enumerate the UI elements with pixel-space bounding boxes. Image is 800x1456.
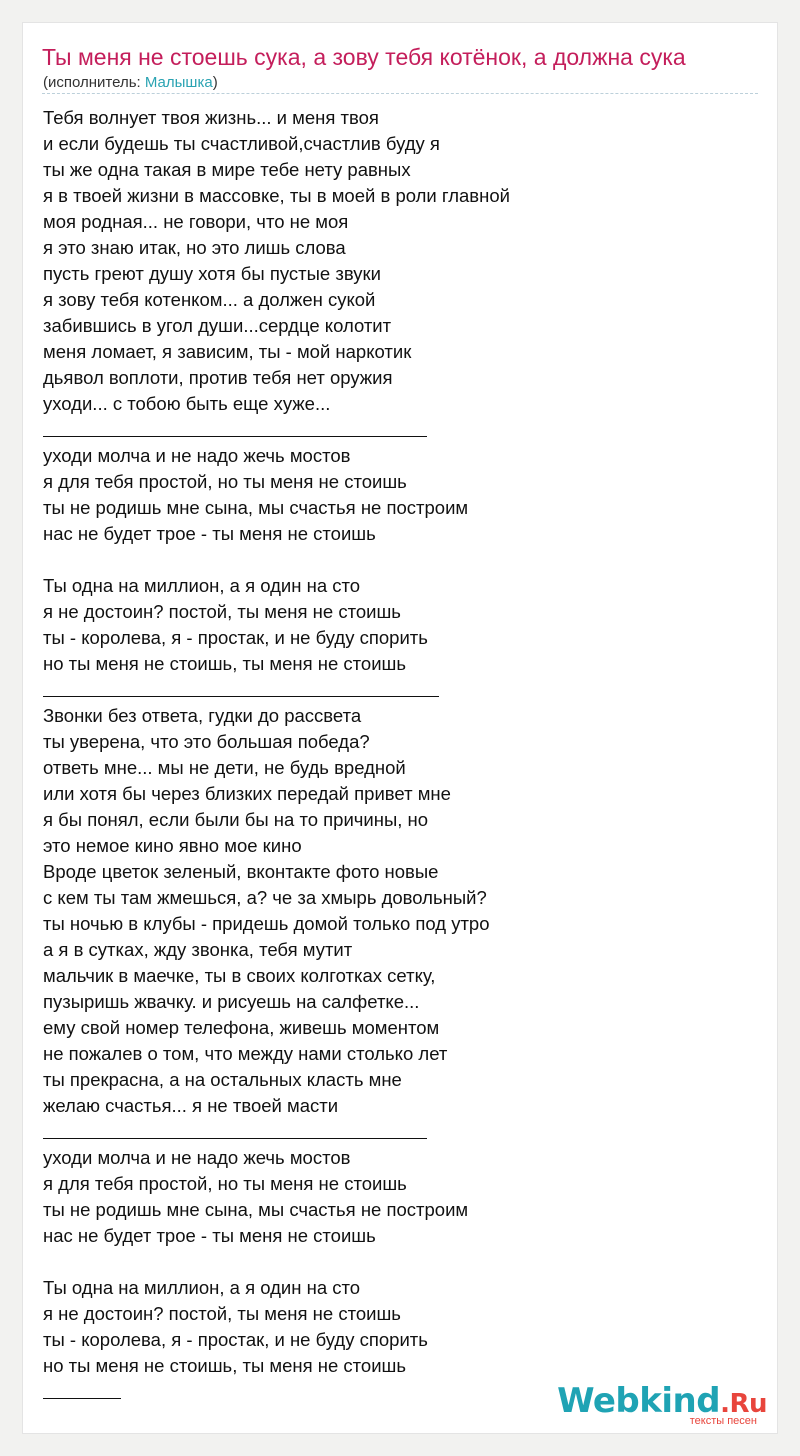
lyric-line: пусть греют душу хотя бы пустые звуки [43, 263, 381, 284]
lyric-line: я для тебя простой, но ты меня не стоишь [43, 471, 407, 492]
artist-suffix: ) [212, 74, 218, 91]
lyric-line: ты - королева, я - простак, и не буду спорить [43, 627, 428, 648]
verse-divider [43, 677, 743, 703]
logo-main-text: Webkind [557, 1381, 721, 1421]
lyric-line: я не достоин? постой, ты меня не стоишь [43, 601, 401, 622]
lyric-line: я зову тебя котенком... а должен сукой [43, 289, 376, 310]
lyric-line: ты прекрасна, а на остальных класть мне [43, 1069, 402, 1090]
lyric-line: ты не родишь мне сына, мы счастья не построим [43, 1199, 469, 1220]
blank-line [43, 1249, 743, 1275]
lyric-line: уходи молча и не надо жечь мостов [43, 445, 351, 466]
verse-divider [43, 1119, 743, 1145]
lyric-line: ты ночью в клубы - придешь домой только под утро [43, 913, 490, 934]
lyric-line: Вроде цветок зеленый, вконтакте фото новые [43, 861, 439, 882]
lyric-line: Звонки без ответа, гудки до рассвета [43, 705, 362, 726]
lyric-line: я в твоей жизни в массовке, ты в моей в роли главной [43, 185, 510, 206]
lyric-line: или хотя бы через близких передай привет мне [43, 783, 451, 804]
lyric-line: забившись в угол души...сердце колотит [43, 315, 392, 336]
lyric-line: ты - королева, я - простак, и не буду спорить [43, 1329, 428, 1350]
title-divider [42, 93, 758, 94]
lyric-line: и если будешь ты счастливой,счастлив буду я [43, 133, 440, 154]
lyrics-body [43, 105, 743, 1405]
lyric-line: с кем ты там жмешься, а? че за хмырь довольный? [43, 887, 487, 908]
lyric-line: я это знаю итак, но это лишь слова [43, 237, 346, 258]
artist-prefix: (исполнитель: [43, 74, 145, 91]
lyric-line: уходи молча и не надо жечь мостов [43, 1147, 351, 1168]
lyric-line: нас не будет трое - ты меня не стоишь [43, 523, 376, 544]
lyric-line: это немое кино явно мое кино [43, 835, 302, 856]
lyrics-page [22, 22, 778, 1434]
blank-line [43, 547, 743, 573]
artist-line [43, 74, 218, 92]
lyric-line: но ты меня не стоишь, ты меня не стоишь [43, 653, 407, 674]
lyric-line: пузыришь жвачку. и рисуешь на салфетке... [43, 991, 420, 1012]
logo-subtitle: тексты песен [689, 1415, 757, 1427]
lyric-line: желаю счастья... я не твоей масти [43, 1095, 339, 1116]
lyric-line: я для тебя простой, но ты меня не стоишь [43, 1173, 407, 1194]
site-logo[interactable] [557, 1381, 767, 1427]
lyric-line: Тебя волнует твоя жизнь... и меня твоя [43, 107, 379, 128]
lyric-line: ты же одна такая в мире тебе нету равных [43, 159, 411, 180]
lyric-line: не пожалев о том, что между нами столько лет [43, 1043, 448, 1064]
lyric-line: но ты меня не стоишь, ты меня не стоишь [43, 1355, 407, 1376]
lyric-line: я бы понял, если были бы на то причины, но [43, 809, 429, 830]
lyric-line: меня ломает, я зависим, ты - мой наркотик [43, 341, 412, 362]
lyric-line: ответь мне... мы не дети, не будь вредной [43, 757, 406, 778]
lyric-line: нас не будет трое - ты меня не стоишь [43, 1225, 376, 1246]
lyric-line: моя родная... не говори, что не моя [43, 211, 349, 232]
lyric-line: мальчик в маечке, ты в своих колготках сетку, [43, 965, 436, 986]
lyric-line: Ты одна на миллион, а я один на сто [43, 575, 361, 596]
logo-tld: .Ru [720, 1389, 767, 1419]
song-title: Ты меня не стоешь сука, а зову тебя котёнок, а должна сука [42, 44, 686, 70]
verse-divider [43, 417, 743, 443]
lyric-line: ты уверена, что это большая победа? [43, 731, 370, 752]
lyric-line: ему свой номер телефона, живешь моментом [43, 1017, 440, 1038]
lyric-line: а я в сутках, жду звонка, тебя мутит [43, 939, 353, 960]
lyric-line: уходи... с тобою быть еще хуже... [43, 393, 331, 414]
lyric-line: дьявол воплоти, против тебя нет оружия [43, 367, 393, 388]
lyric-line: ты не родишь мне сына, мы счастья не построим [43, 497, 469, 518]
lyric-line: Ты одна на миллион, а я один на сто [43, 1277, 361, 1298]
lyric-line: я не достоин? постой, ты меня не стоишь [43, 1303, 401, 1324]
artist-link[interactable]: Малышка [144, 74, 213, 91]
